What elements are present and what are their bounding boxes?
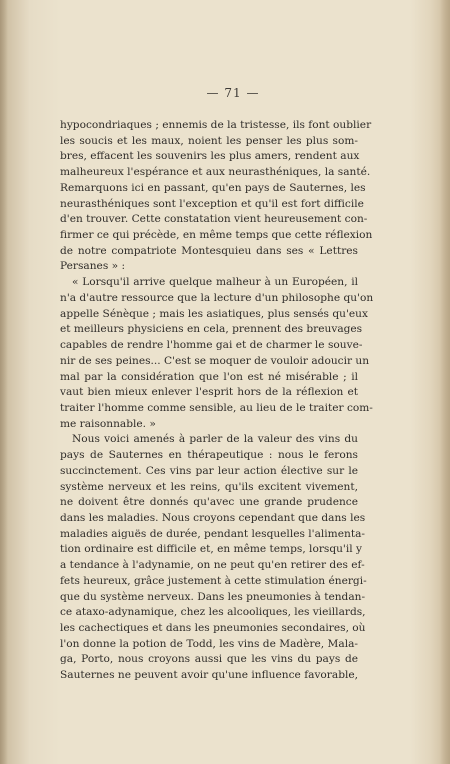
text-line: de notre compatriote Montesquieu dans ses « Lettres — [60, 244, 358, 257]
text-line: nir de ses peines... C'est se moquer de vouloir adoucir un — [60, 354, 370, 367]
text-line: vaut bien mieux enlever l'esprit hors de la réflexion et — [60, 386, 358, 399]
text-line: bres, effacent les souvenirs les plus amers, rendent aux — [60, 150, 360, 163]
body-text — [60, 118, 374, 684]
text-line: maladies aiguës de durée, pendant lesquelles l'alimenta- — [60, 527, 365, 540]
text-line: les soucis et les maux, noient les penser les plus som- — [60, 134, 358, 147]
text-line: Sauternes ne peuvent avoir qu'une influence favorable, — [60, 669, 358, 682]
text-line: neurasthéniques sont l'exception et qu'il est fort difficile — [60, 197, 364, 210]
spine-shadow — [0, 0, 8, 764]
text-line: appelle Sénèque ; mais les asiatiques, plus sensés qu'eux — [60, 307, 368, 320]
text-line: succinctement. Ces vins par leur action élective sur le — [60, 464, 358, 477]
text-line: fets heureux, grâce justement à cette stimulation énergi- — [60, 574, 367, 587]
text-line: d'en trouver. Cette constatation vient heureusement con- — [60, 213, 368, 226]
text-line: dans les maladies. Nous croyons cependant que dans les — [60, 511, 366, 524]
text-line: les cachectiques et dans les pneumonies secondaires, où — [60, 622, 366, 634]
text-line: tion ordinaire est difficile et, en même temps, lorsqu'il y — [60, 543, 362, 556]
text-line: Remarquons ici en passant, qu'en pays de Sauternes, les — [60, 181, 366, 194]
text-line: Nous voici amenés à parler de la valeur des vins du — [72, 433, 358, 446]
text-line: pays de Sauternes en thérapeutique : nous le ferons — [60, 449, 358, 462]
page-number: — 71 — — [206, 86, 260, 100]
text-line: « Lorsqu'il arrive quelque malheur à un Européen, il — [72, 276, 358, 289]
text-line: ce ataxo-adynamique, chez les alcooliques, les vieillards, — [60, 606, 366, 619]
text-line: Persanes » : — [60, 260, 126, 273]
text-line: firmer ce qui précède, en même temps que cette réflexion — [60, 229, 373, 242]
text-line: et meilleurs physiciens en cela, prennent des breuvages — [60, 323, 363, 336]
text-line: hypocondriaques ; ennemis de la tristesse, ils font oublier — [60, 119, 372, 131]
text-line: ga, Porto, nous croyons aussi que les vins du pays de — [60, 653, 358, 666]
text-line: traiter l'homme comme sensible, au lieu de le traiter com- — [60, 401, 373, 414]
text-line: malheureux l'espérance et aux neurasthéniques, la santé. — [60, 166, 371, 179]
text-line: me raisonnable. » — [60, 417, 156, 430]
page-edge — [440, 0, 450, 764]
text-line: n'a d'autre ressource que la lecture d'un philosophe qu'on — [60, 291, 374, 304]
text-line: l'on donne la potion de Todd, les vins de Madère, Mala- — [60, 637, 358, 650]
text-line: a tendance à l'adynamie, on ne peut qu'en retirer des ef- — [60, 559, 365, 572]
text-line: capables de rendre l'homme gai et de charmer le souve- — [60, 339, 363, 352]
text-line: mal par la considération que l'on est né misérable ; il — [60, 370, 358, 383]
text-line: que du système nerveux. Dans les pneumonies à tendan- — [60, 590, 366, 603]
text-line: ne doivent être donnés qu'avec une grande prudence — [60, 496, 358, 509]
text-line: système nerveux et les reins, qu'ils excitent vivement, — [60, 480, 358, 493]
